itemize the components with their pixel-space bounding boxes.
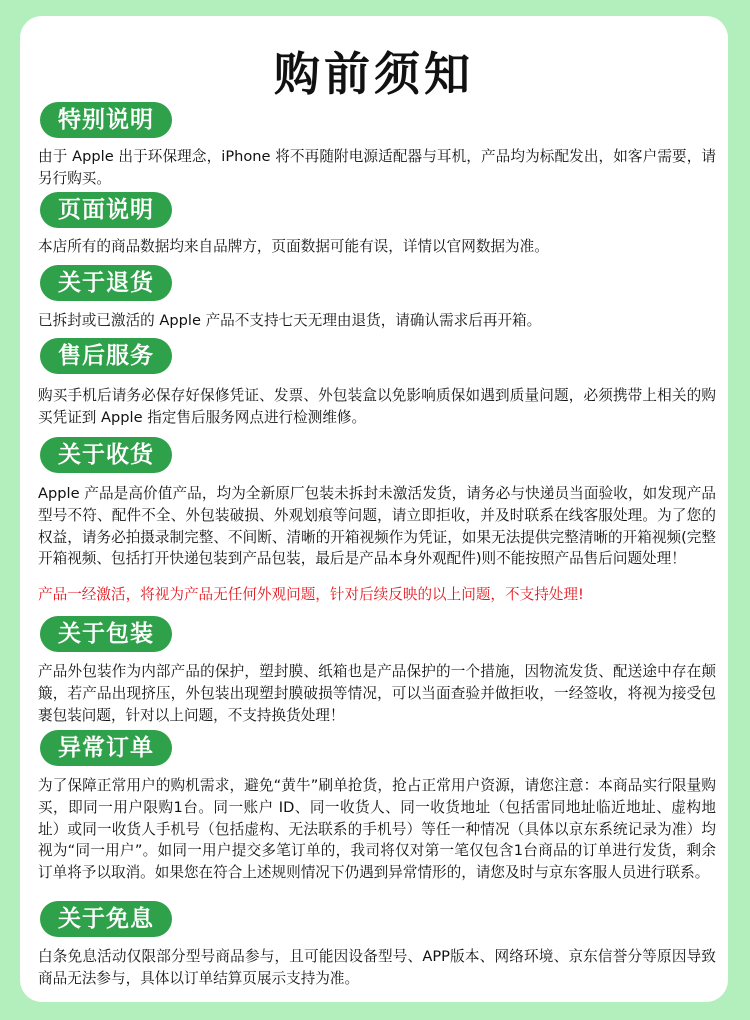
- section-heading-abnormal-orders: 异常订单: [40, 730, 172, 766]
- section-text-page-notes: 本店所有的商品数据均来自品牌方，页面数据可能有误，详情以官网数据为准。: [38, 238, 549, 255]
- section-heading-returns: 关于退货: [40, 265, 172, 301]
- section-text-packaging: 产品外包装作为内部产品的保护，塑封膜、纸箱也是产品保护的一个措施，因物流发货、配送途中存在颠簸，若产品出现挤压，外包装出现塑封膜破损等情况，可以当面查验并做拒收，一经签收，将视为接受包裹包装问题，针对以上问题，不支持换货处理！: [38, 663, 716, 724]
- section-heading-receiving: 关于收货: [40, 437, 172, 473]
- section-text-returns: 已拆封或已激活的 Apple 产品不支持七天无理由退货，请确认需求后再开箱。: [38, 312, 542, 329]
- section-text-abnormal-orders: 为了保障正常用户的购机需求，避免“黄牛”刷单抢货，抢占正常用户资源，请您注意：本商品实行限量购买，即同一用户限购1台。同一账户 ID、同一收货人、同一收货地址（包括雷同地址临近地址、虚构地址）或同一收货人手机号（包括虚构、无法联系的手机号）等任一种情况（具体以京东系统记录为准）均视为“同一用户”。如同一用户提交多笔订单的，我司将仅对第一笔仅包含1台商品的订单进行发货，剩余订单将予以取消。如果您在符合上述规则情况下仍遇到异常情形的，请您及时与京东客服人员进行联系。: [38, 777, 716, 882]
- section-warning-receiving: 产品一经激活，将视为产品无任何外观问题，针对后续反映的以上问题，不支持处理!: [38, 586, 584, 603]
- section-heading-after-sales: 售后服务: [40, 338, 172, 374]
- section-heading-packaging: 关于包装: [40, 616, 172, 652]
- section-heading-interest-free: 关于免息: [40, 901, 172, 937]
- section-text-after-sales: 购买手机后请务必保存好保修凭证、发票、外包装盒以免影响质保如遇到质量问题，必须携带上相关的购买凭证到 Apple 指定售后服务网点进行检测维修。: [38, 387, 716, 426]
- section-text-receiving: Apple 产品是高价值产品，均为全新原厂包装未拆封未激活发货，请务必与快递员当面验收，如发现产品型号不符、配件不全、外包装破损、外观划痕等问题，请立即拒收，并及时联系在线客服处理。为了您的权益，请务必拍摄录制完整、不间断、清晰的开箱视频作为凭证，如果无法提供完整清晰的开箱视频(完整开箱视频、包括打开快递包装到产品包装，最后是产品本身外观配件)则不能按照产品售后问题处理！: [38, 485, 716, 568]
- page-title: 购前须知: [274, 47, 474, 101]
- section-heading-special-notes: 特别说明: [40, 102, 172, 138]
- section-text-interest-free: 白条免息活动仅限部分型号商品参与，且可能因设备型号、APP版本、网络环境、京东信誉分等原因导致商品无法参与，具体以订单结算页展示支持为准。: [38, 948, 716, 987]
- notice-card: [20, 16, 728, 1002]
- section-heading-page-notes: 页面说明: [40, 192, 172, 228]
- section-text-special-notes: 由于 Apple 出于环保理念，iPhone 将不再随附电源适配器与耳机，产品均为标配发出，如客户需要，请另行购买。: [38, 148, 716, 187]
